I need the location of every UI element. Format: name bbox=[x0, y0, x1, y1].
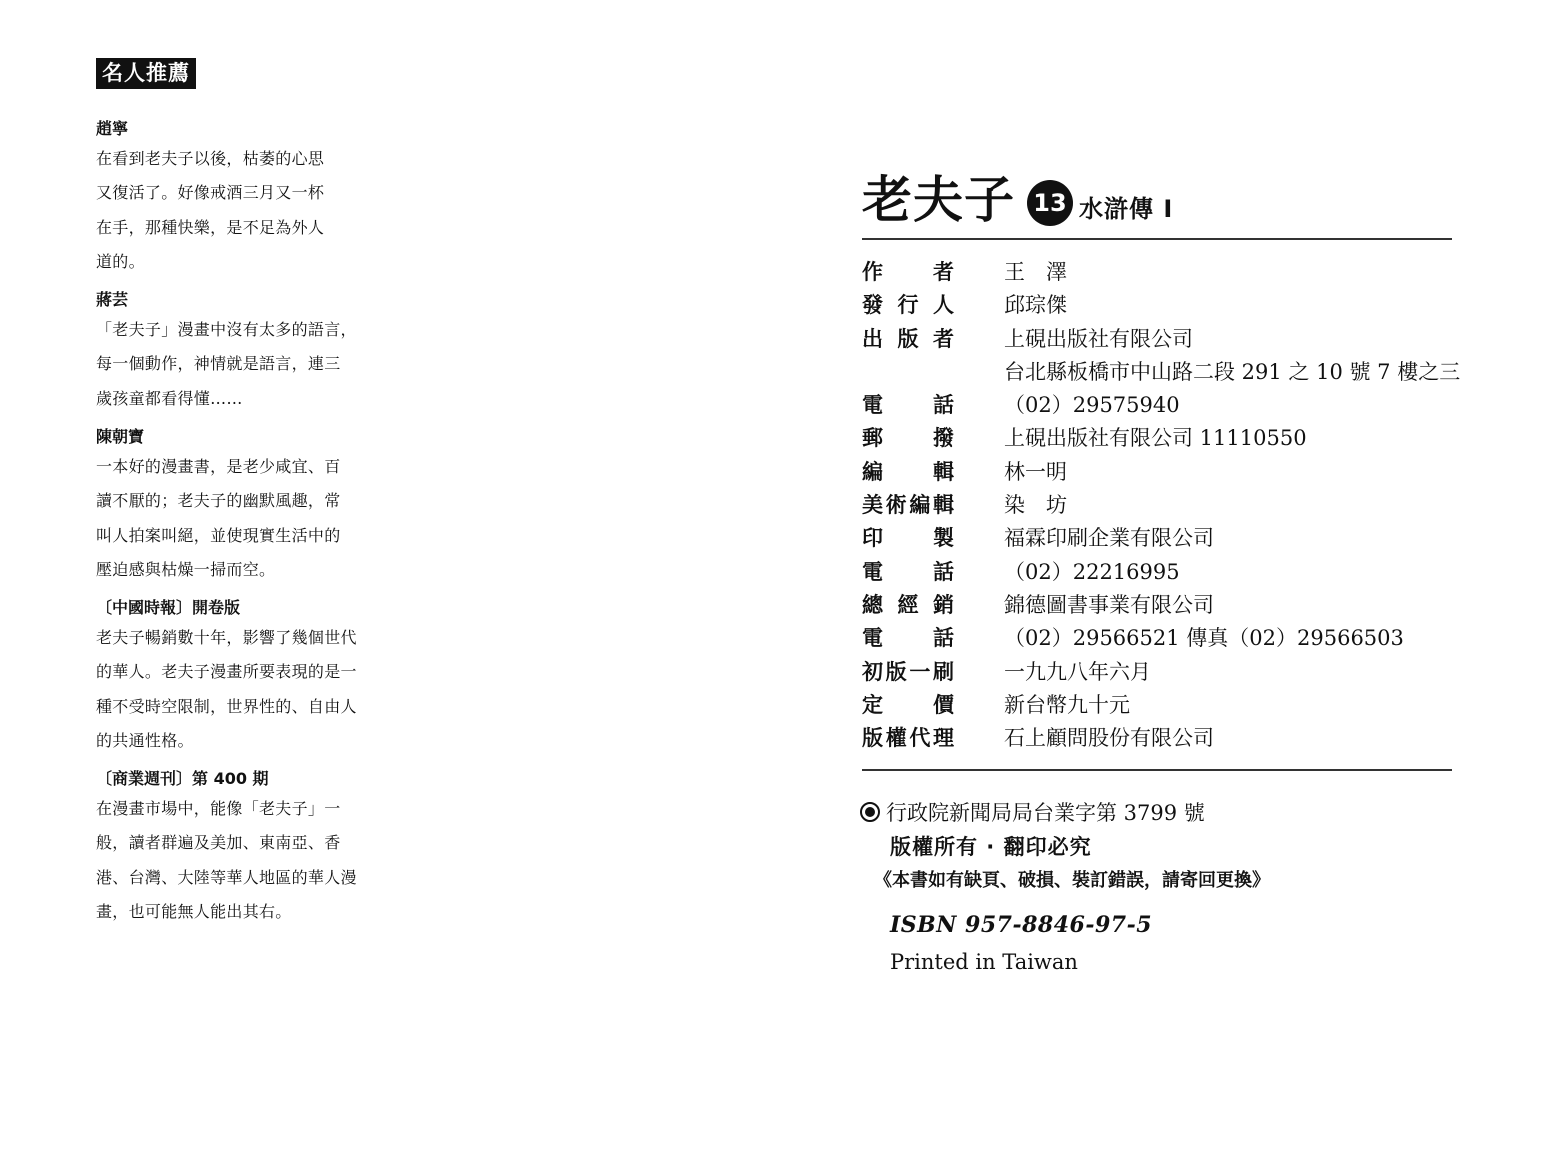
credit-value: 台北縣板橋市中山路二段 291 之 10 號 7 樓之三 bbox=[1004, 359, 1461, 384]
divider bbox=[862, 769, 1452, 771]
credit-row bbox=[862, 589, 1462, 622]
recommendation-line: 老夫子暢銷數十年，影響了幾個世代 bbox=[96, 628, 357, 647]
return-notice: 《本書如有缺頁、破損、裝訂錯誤，請寄回更換》 bbox=[874, 870, 1270, 891]
recommendation-block bbox=[96, 116, 396, 280]
credit-label: 電話 bbox=[862, 393, 954, 418]
credit-value: 林一明 bbox=[1004, 459, 1067, 484]
recommendation-line: 叫人拍案叫絕，並使現實生活中的 bbox=[96, 525, 341, 545]
recommendation-line: 般，讀者群遍及美加、東南亞、香 bbox=[96, 833, 341, 853]
credit-value: 邱琮傑 bbox=[1004, 293, 1067, 318]
credit-row bbox=[862, 689, 1462, 722]
printed-in: Printed in Taiwan bbox=[890, 950, 1078, 974]
recommendation-line: 讀不厭的；老夫子的幽默風趣，常 bbox=[96, 491, 341, 511]
divider bbox=[862, 238, 1452, 240]
credit-label: 美術編輯 bbox=[862, 493, 954, 518]
credit-row bbox=[862, 389, 1462, 422]
credit-label: 出版者 bbox=[862, 326, 954, 351]
license-line bbox=[860, 796, 1460, 830]
credit-value: 上硯出版社有限公司 bbox=[1004, 326, 1193, 351]
recommendation-block bbox=[96, 766, 396, 930]
recommendation-line: 畫，也可能無人能出其右。 bbox=[96, 902, 292, 922]
recommendation-line: 在看到老夫子以後，枯萎的心思 bbox=[96, 149, 325, 168]
credit-label: 印製 bbox=[862, 526, 954, 551]
credit-row bbox=[862, 656, 1462, 689]
recommendation-block bbox=[96, 287, 396, 416]
recommendation-line: 的華人。老夫子漫畫所要表現的是一 bbox=[96, 662, 357, 682]
recommendation-line: 種不受時空限制，世界性的、自由人 bbox=[96, 696, 357, 716]
credit-value: 錦德圖書事業有限公司 bbox=[1004, 592, 1214, 617]
rights-reserved: 版權所有 · 翻印必究 bbox=[890, 835, 1092, 859]
credit-value: （02）29566521 傳真（02）29566503 bbox=[1004, 626, 1404, 651]
credit-value: 上硯出版社有限公司 11110550 bbox=[1004, 426, 1307, 451]
credit-row bbox=[862, 422, 1462, 455]
recommendation-line: 的共通性格。 bbox=[96, 731, 194, 751]
recommendation-line: 港、台灣、大陸等華人地區的華人漫 bbox=[96, 867, 357, 887]
recommendations-page bbox=[96, 58, 396, 922]
credit-row bbox=[862, 356, 1462, 389]
recommender-name: 趙寧 bbox=[96, 119, 129, 138]
credit-row bbox=[862, 556, 1462, 589]
license-text: 行政院新聞局局台業字第 3799 號 bbox=[886, 801, 1205, 825]
recommendation-line: 壓迫感與枯燥一掃而空。 bbox=[96, 560, 276, 580]
credit-value: 石上顧問股份有限公司 bbox=[1004, 726, 1214, 751]
credit-row bbox=[862, 323, 1462, 356]
credit-row bbox=[862, 522, 1462, 555]
credit-value: 一九九八年六月 bbox=[1004, 659, 1151, 684]
credit-value: 染 坊 bbox=[1004, 493, 1067, 518]
credit-row bbox=[862, 489, 1462, 522]
isbn: ISBN 957-8846-97-5 bbox=[890, 912, 1153, 938]
credit-label: 定價 bbox=[862, 692, 954, 717]
credit-value: （02）29575940 bbox=[1004, 393, 1180, 418]
book-title: 老夫子 bbox=[862, 171, 1015, 229]
recommendation-line: 在漫畫市場中，能像「老夫子」一 bbox=[96, 799, 341, 818]
credit-row bbox=[862, 256, 1462, 289]
recommender-name: 陳朝寶 bbox=[96, 427, 145, 446]
recommendation-line: 在手，那種快樂，是不足為外人 bbox=[96, 217, 325, 237]
recommendations-heading: 名人推薦 bbox=[96, 58, 196, 89]
credits-list bbox=[862, 256, 1462, 755]
volume-number: 13 bbox=[1033, 189, 1067, 217]
bullseye-icon bbox=[860, 802, 880, 822]
credit-row bbox=[862, 622, 1462, 655]
credit-value: 王 澤 bbox=[1004, 260, 1067, 284]
publication-info bbox=[860, 796, 1460, 980]
credit-row bbox=[862, 289, 1462, 322]
recommender-name: 〔中國時報〕開卷版 bbox=[96, 598, 241, 617]
recommendation-line: 每一個動作，神情就是語言，連三 bbox=[96, 354, 341, 374]
book-subtitle: 水滸傳 I bbox=[1079, 195, 1174, 223]
recommendation-line: 歲孩童都看得懂…… bbox=[96, 388, 243, 408]
credit-row bbox=[862, 456, 1462, 489]
credit-label: 電話 bbox=[862, 626, 954, 651]
recommendation-block bbox=[96, 424, 396, 588]
recommendation-block bbox=[96, 595, 396, 759]
credit-label: 初版一刷 bbox=[862, 659, 954, 684]
credit-label: 作者 bbox=[862, 260, 954, 284]
credit-label: 電話 bbox=[862, 559, 954, 584]
credit-value: 福霖印刷企業有限公司 bbox=[1004, 526, 1214, 551]
recommendation-line: 「老夫子」漫畫中沒有太多的語言， bbox=[96, 320, 357, 339]
credit-label: 版權代理 bbox=[862, 726, 954, 751]
recommender-name: 蔣芸 bbox=[96, 290, 129, 309]
recommendation-line: 一本好的漫畫書，是老少咸宜、百 bbox=[96, 457, 341, 476]
credit-value: 新台幣九十元 bbox=[1004, 692, 1130, 717]
recommendation-line: 道的。 bbox=[96, 252, 145, 272]
credit-label: 郵撥 bbox=[862, 426, 954, 451]
credit-row bbox=[862, 722, 1462, 755]
credit-value: （02）22216995 bbox=[1004, 559, 1180, 584]
credit-label: 發行人 bbox=[862, 293, 954, 318]
credit-label: 總經銷 bbox=[862, 592, 954, 617]
recommendation-line: 又復活了。好像戒酒三月又一杯 bbox=[96, 183, 325, 203]
recommender-name: 〔商業週刊〕第 400 期 bbox=[96, 769, 269, 788]
volume-number-badge bbox=[1029, 182, 1071, 224]
credit-label: 編輯 bbox=[862, 459, 954, 484]
book-title-row bbox=[862, 170, 1173, 240]
